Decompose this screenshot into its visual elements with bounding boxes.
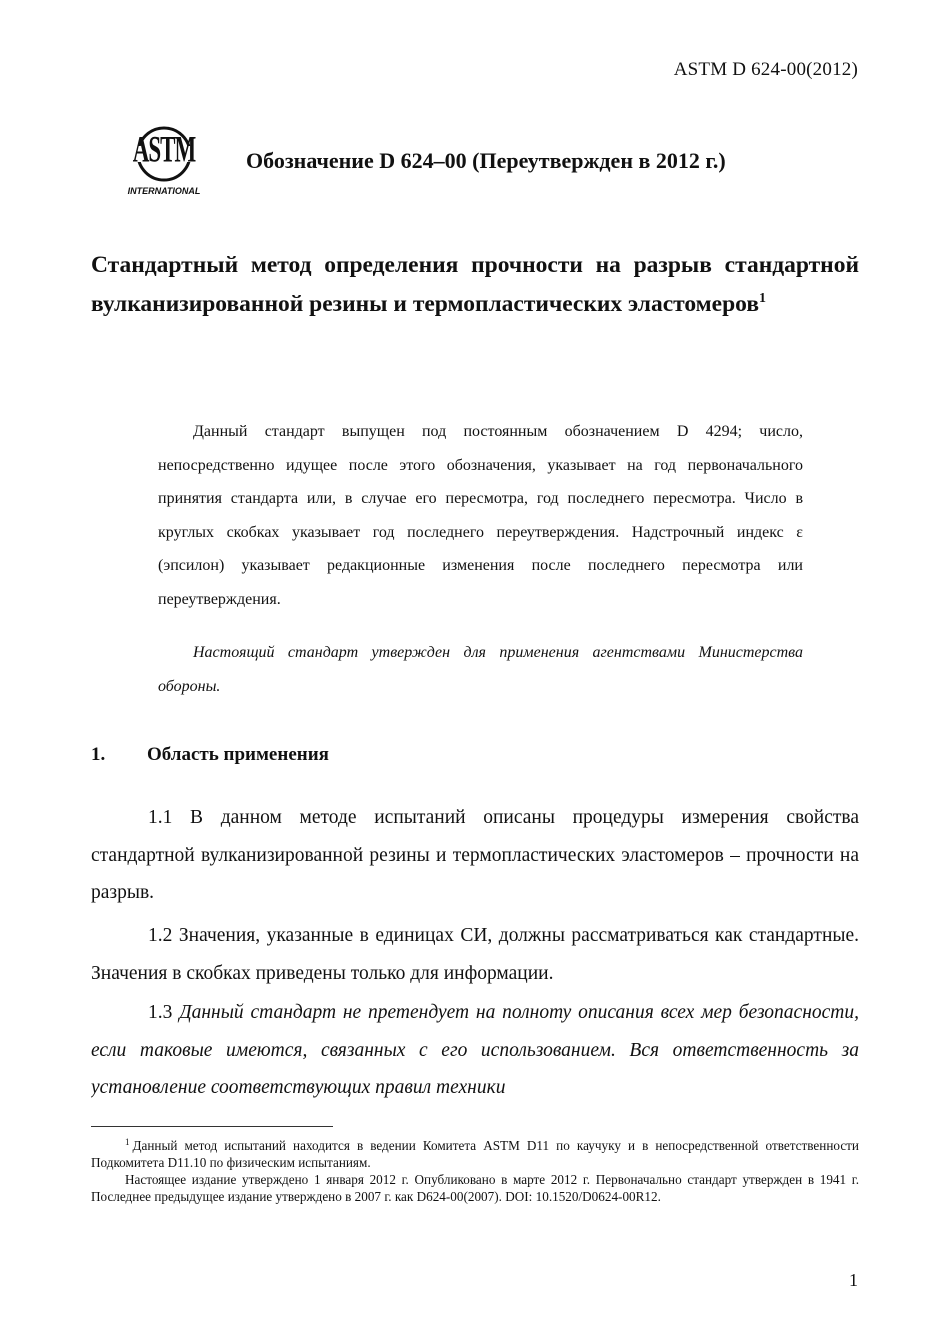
paragraph-number: 1.3 [148,1002,173,1023]
footnote-separator [91,1126,333,1127]
page-number: 1 [849,1270,858,1290]
footnote-1 [91,1137,859,1171]
dod-approval-notice: Настоящий стандарт утвержден для применения агентствами Министерства обороны. [158,644,803,695]
standard-notice: Данный стандарт выпущен под постоянным обозначением D 4294; число, непосредственно идущее после этого обозначения, указывает на год первоначального принятия стандарта или, в случае его пересмотра, год последнего пересмотра. Число в круглых скобках указывает год последнего переутверждения. Надстрочный индекс ε (эпсилон) указывает редакционные изменения после последнего пересмотра или переутверждения. [158,423,803,608]
footnote-text: Данный метод испытаний находится в ведении Комитета ASTM D11 по каучуку и в непосредственной ответственности Подкомитета D11.10 по физическим испытаниям. [91,1138,859,1170]
footnote-ref: 1 [125,1136,130,1147]
paragraph-1-1 [91,799,859,912]
paragraph-text: Данный стандарт не претендует на полноту описания всех мер безопасности, если таковые имеются, связанных с его использованием. Вся ответственность за установление соответствующих правил техники [91,1002,859,1098]
document-title [91,246,859,324]
section-number: 1. [91,744,106,765]
designation-heading: Обозначение D 624–00 (Переутвержден в 2012 г.) [246,148,726,173]
svg-text:ASTM: ASTM [132,129,196,170]
paragraph-number: 1.1 [148,807,173,828]
paragraph-text: В данном методе испытаний описаны процедуры измерения свойства стандартной вулканизированной резины и термопластических эластомеров – прочности на разрыв. [91,807,860,903]
title-footnote-ref: 1 [759,291,767,307]
section-heading [91,744,329,766]
paragraph-1-2 [91,917,859,992]
title-text: Стандартный метод определения прочности на разрыв стандартной вулканизированной резины и термопластических эластомеров [91,252,859,317]
paragraph-text: Значения, указанные в единицах СИ, должны рассматриваться как стандартные. Значения в скобках приведены только для информации. [91,925,860,984]
document-code: ASTM D 624-00(2012) [673,59,858,80]
paragraph-1-3 [91,994,859,1107]
section-title: Область применения [147,744,329,765]
footnote-edition: Настоящее издание утверждено 1 января 2012 г. Опубликовано в марте 2012 г. Первоначально стандарт утвержден в 1941 г. Последнее предыдущее издание утверждено в 2007 г. как D624-00(2007). DOI: 10.1520/D0624-00R12. [91,1172,859,1204]
logo-caption: INTERNATIONAL [127,186,201,196]
astm-logo [120,120,208,200]
paragraph-number: 1.2 [148,925,173,946]
